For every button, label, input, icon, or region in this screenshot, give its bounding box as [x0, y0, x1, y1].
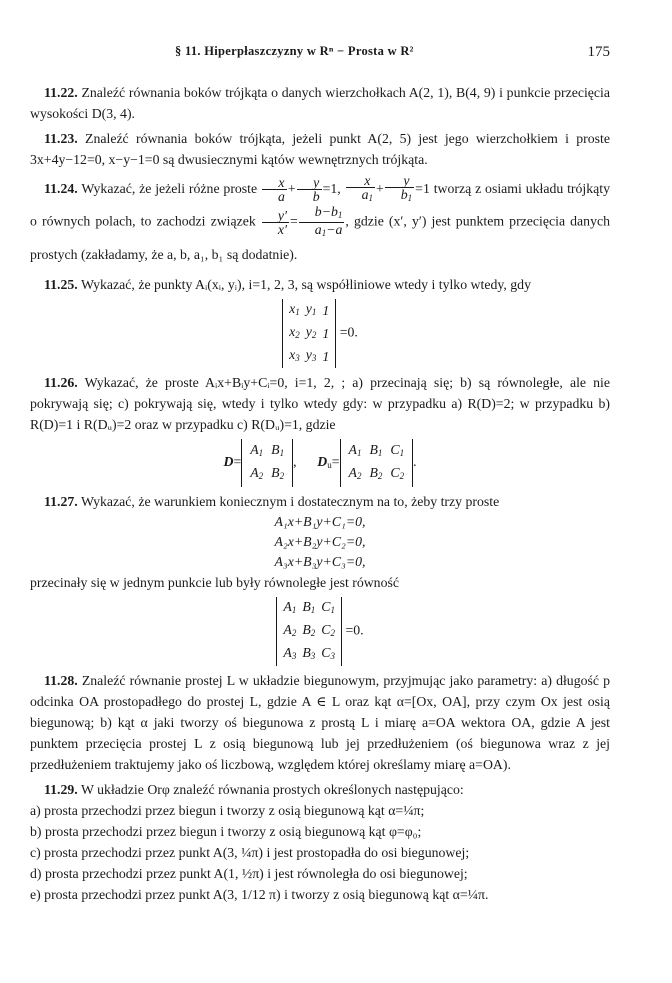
fraction-b-diff-over-a-diff: $\frac{b-b_1}{a_1-a}$	[299, 205, 345, 240]
problem-number: 11.26.	[44, 375, 78, 391]
problem-11-25	[30, 274, 610, 295]
problem-text: Znaleźć równanie prostej L w układzie biegunowym, przyjmując jako parametry: a) długość p odcinka OA prostopadłego do prostej L, gdzie A ∈ L oraz kąt α=[Ox, OA], przy czym Ox jest osią biegunową; b) kąt α jaki tworzy oś biegunowa z prostą L i miarę a=OA wektora OA, gdzie A jest punktem przecięcia prostej L z osią biegunową lub jej przedłużeniem (oś biegunowa wraz z jej przedłużeniem traktujemy jako oś liczbową, względem której określamy miarę a=OA).	[30, 673, 611, 773]
problem-text: Wykazać, że proste Aᵢx+Bᵢy+Cᵢ=0, i=1, 2, ; a) przecinają się; b) są równoległe, ale nie pokrywają się; c) pokrywają się, wtedy i tylko wtedy gdy: w przypadku a) R(D)=2; w przypadku b) R(D)=1 i R(Dᵤ)=2 oraz w przypadku c) R(Dᵤ)=1, gdzie	[30, 375, 610, 433]
problem-text-a: Wykazać, że jeżeli różne proste	[81, 181, 258, 196]
list-item: e) prosta przechodzi przez punkt A(3, 1/12 π) i tworzy z osią biegunową kąt α=¼π.	[30, 887, 489, 903]
problem-number: 11.25.	[44, 277, 78, 293]
list-item: d) prosta przechodzi przez punkt A(1, ½π) i jest równoległa do osi biegunowej;	[30, 866, 468, 882]
problem-11-27-continued	[30, 572, 610, 593]
problem-text-a: Wykazać, że warunkiem koniecznym i dostatecznym na to, żeby trzy proste	[80, 494, 500, 510]
problem-text: Znaleźć równania boków trójkąta o danych wierzchołkach A(2, 1), B(4, 9) i punkcie przecięcia wysokości D(3, 4).	[30, 85, 610, 121]
problem-text-c: , gdzie (x′, y′) jest punktem przecięcia danych prostych (zakładamy, że a, b, a₁, b₁ są dodatnie).	[30, 214, 610, 263]
matrix-definitions: D= $A_1$ $B_1$ $A_2$ $B_2$ , $D_u=$ $A_1$ $B_1$ $C_1$ $A_2$ $B_2$ $C_2$ .	[30, 439, 610, 487]
running-header	[0, 44, 672, 66]
problem-number: 11.24.	[44, 181, 78, 196]
problem-text: Wykazać, że punkty Aᵢ(xᵢ, yᵢ), i=1, 2, 3, są współliniowe wtedy i tylko wtedy, gdy	[80, 277, 531, 293]
problem-number: 11.27.	[44, 494, 78, 510]
problem-11-24: 11.24. Wykazać, że jeżeli różne proste $\frac{x}{a}$ + $\frac{y}{b}$ =1, $\frac{x}{a_1}$ + $\frac{y}{b_1}$ =1 tworzą z osiami układu trójkąty o równych polach, to zachodzi związek $\frac{y'}{x'}$ = $\frac{b-b_1}{a_1-a}$ , gdzie (x′, y′) jest punktem przecięcia danych prostych (zakładamy, że a, b, a₁, b₁ są dodatnie).	[30, 173, 611, 263]
fraction-yprime-over-xprime: $\frac{y'}{x'}$	[262, 209, 289, 236]
equation-3: A₃x+B₃y+C₃=0,	[274, 554, 366, 570]
fraction-x-over-a: $\frac{x}{a}$	[262, 176, 287, 203]
problem-number: 11.22.	[44, 85, 78, 100]
problem-number: 11.29.	[44, 782, 78, 798]
list-item: c) prosta przechodzi przez punkt A(3, ¼π) i jest prostopadła do osi biegunowej;	[30, 845, 470, 861]
matrix-d: $A_1$ $B_1$ $A_2$ $B_2$	[241, 439, 293, 487]
problem-text-b: tworzą z osiami układu trójkąty o równych polach, to zachodzi związek	[30, 181, 611, 229]
determinant-abc: $A_1$ $B_1$ $C_1$ $A_2$ $B_2$ $C_2$ $A_3$ $B_3$ $C_3$	[276, 597, 342, 666]
page-number: 175	[587, 44, 610, 60]
equation-2: A₂x+B₂y+C₂=0,	[274, 534, 366, 550]
header-title: § 11. Hiperpłaszczyzny w Rⁿ − Prosta w R²	[175, 44, 414, 58]
problem-11-29-items	[30, 800, 610, 905]
matrix-du: $A_1$ $B_1$ $C_1$ $A_2$ $B_2$ $C_2$	[340, 439, 414, 487]
problem-intro: W układzie Orφ znaleźć równania prostych określonych następująco:	[80, 782, 464, 798]
fraction-y-over-b1: $\frac{y}{b_1}$	[385, 174, 414, 205]
problem-number: 11.28.	[44, 673, 78, 689]
problem-number: 11.23.	[44, 131, 78, 146]
determinant-xy1: $x_1$ $y_1$ 1 $x_2$ $y_2$ 1 $x_3$ $y_3$ 1	[282, 299, 336, 368]
problem-11-28	[30, 670, 610, 775]
list-item: b) prosta przechodzi przez biegun i tworzy z osią biegunową kąt φ=φ₀;	[30, 824, 422, 840]
fraction-y-over-b: $\frac{y}{b}$	[297, 176, 322, 203]
problem-11-22	[30, 82, 610, 124]
problem-11-23	[30, 128, 610, 170]
problem-text: Znaleźć równania boków trójkąta, jeżeli punkt A(2, 5) jest jego wierzchołkiem i proste 3x+4y−12=0, x−y−1=0 są dwusiecznymi kątów wewnętrznych trójkąta.	[30, 131, 611, 167]
collinearity-determinant: $x_1$ $y_1$ 1 $x_2$ $y_2$ 1 $x_3$ $y_3$ 1 =0.	[30, 299, 610, 368]
concurrency-determinant: $A_1$ $B_1$ $C_1$ $A_2$ $B_2$ $C_2$ $A_3$ $B_3$ $C_3$ =0.	[30, 597, 610, 666]
problem-11-29	[30, 779, 610, 800]
page-body	[30, 82, 610, 905]
problem-text-b: przecinały się w jednym punkcie lub były równoległe jest równość	[30, 575, 399, 591]
fraction-x-over-a1: $\frac{x}{a_1}$	[346, 174, 375, 205]
equation-1: A₁x+B₁y+C₁=0,	[274, 514, 366, 530]
three-lines-equations	[30, 512, 610, 572]
problem-11-27	[30, 491, 610, 512]
problem-11-26	[30, 372, 610, 435]
list-item: a) prosta przechodzi przez biegun i tworzy z osią biegunową kąt α=¼π;	[30, 803, 425, 819]
